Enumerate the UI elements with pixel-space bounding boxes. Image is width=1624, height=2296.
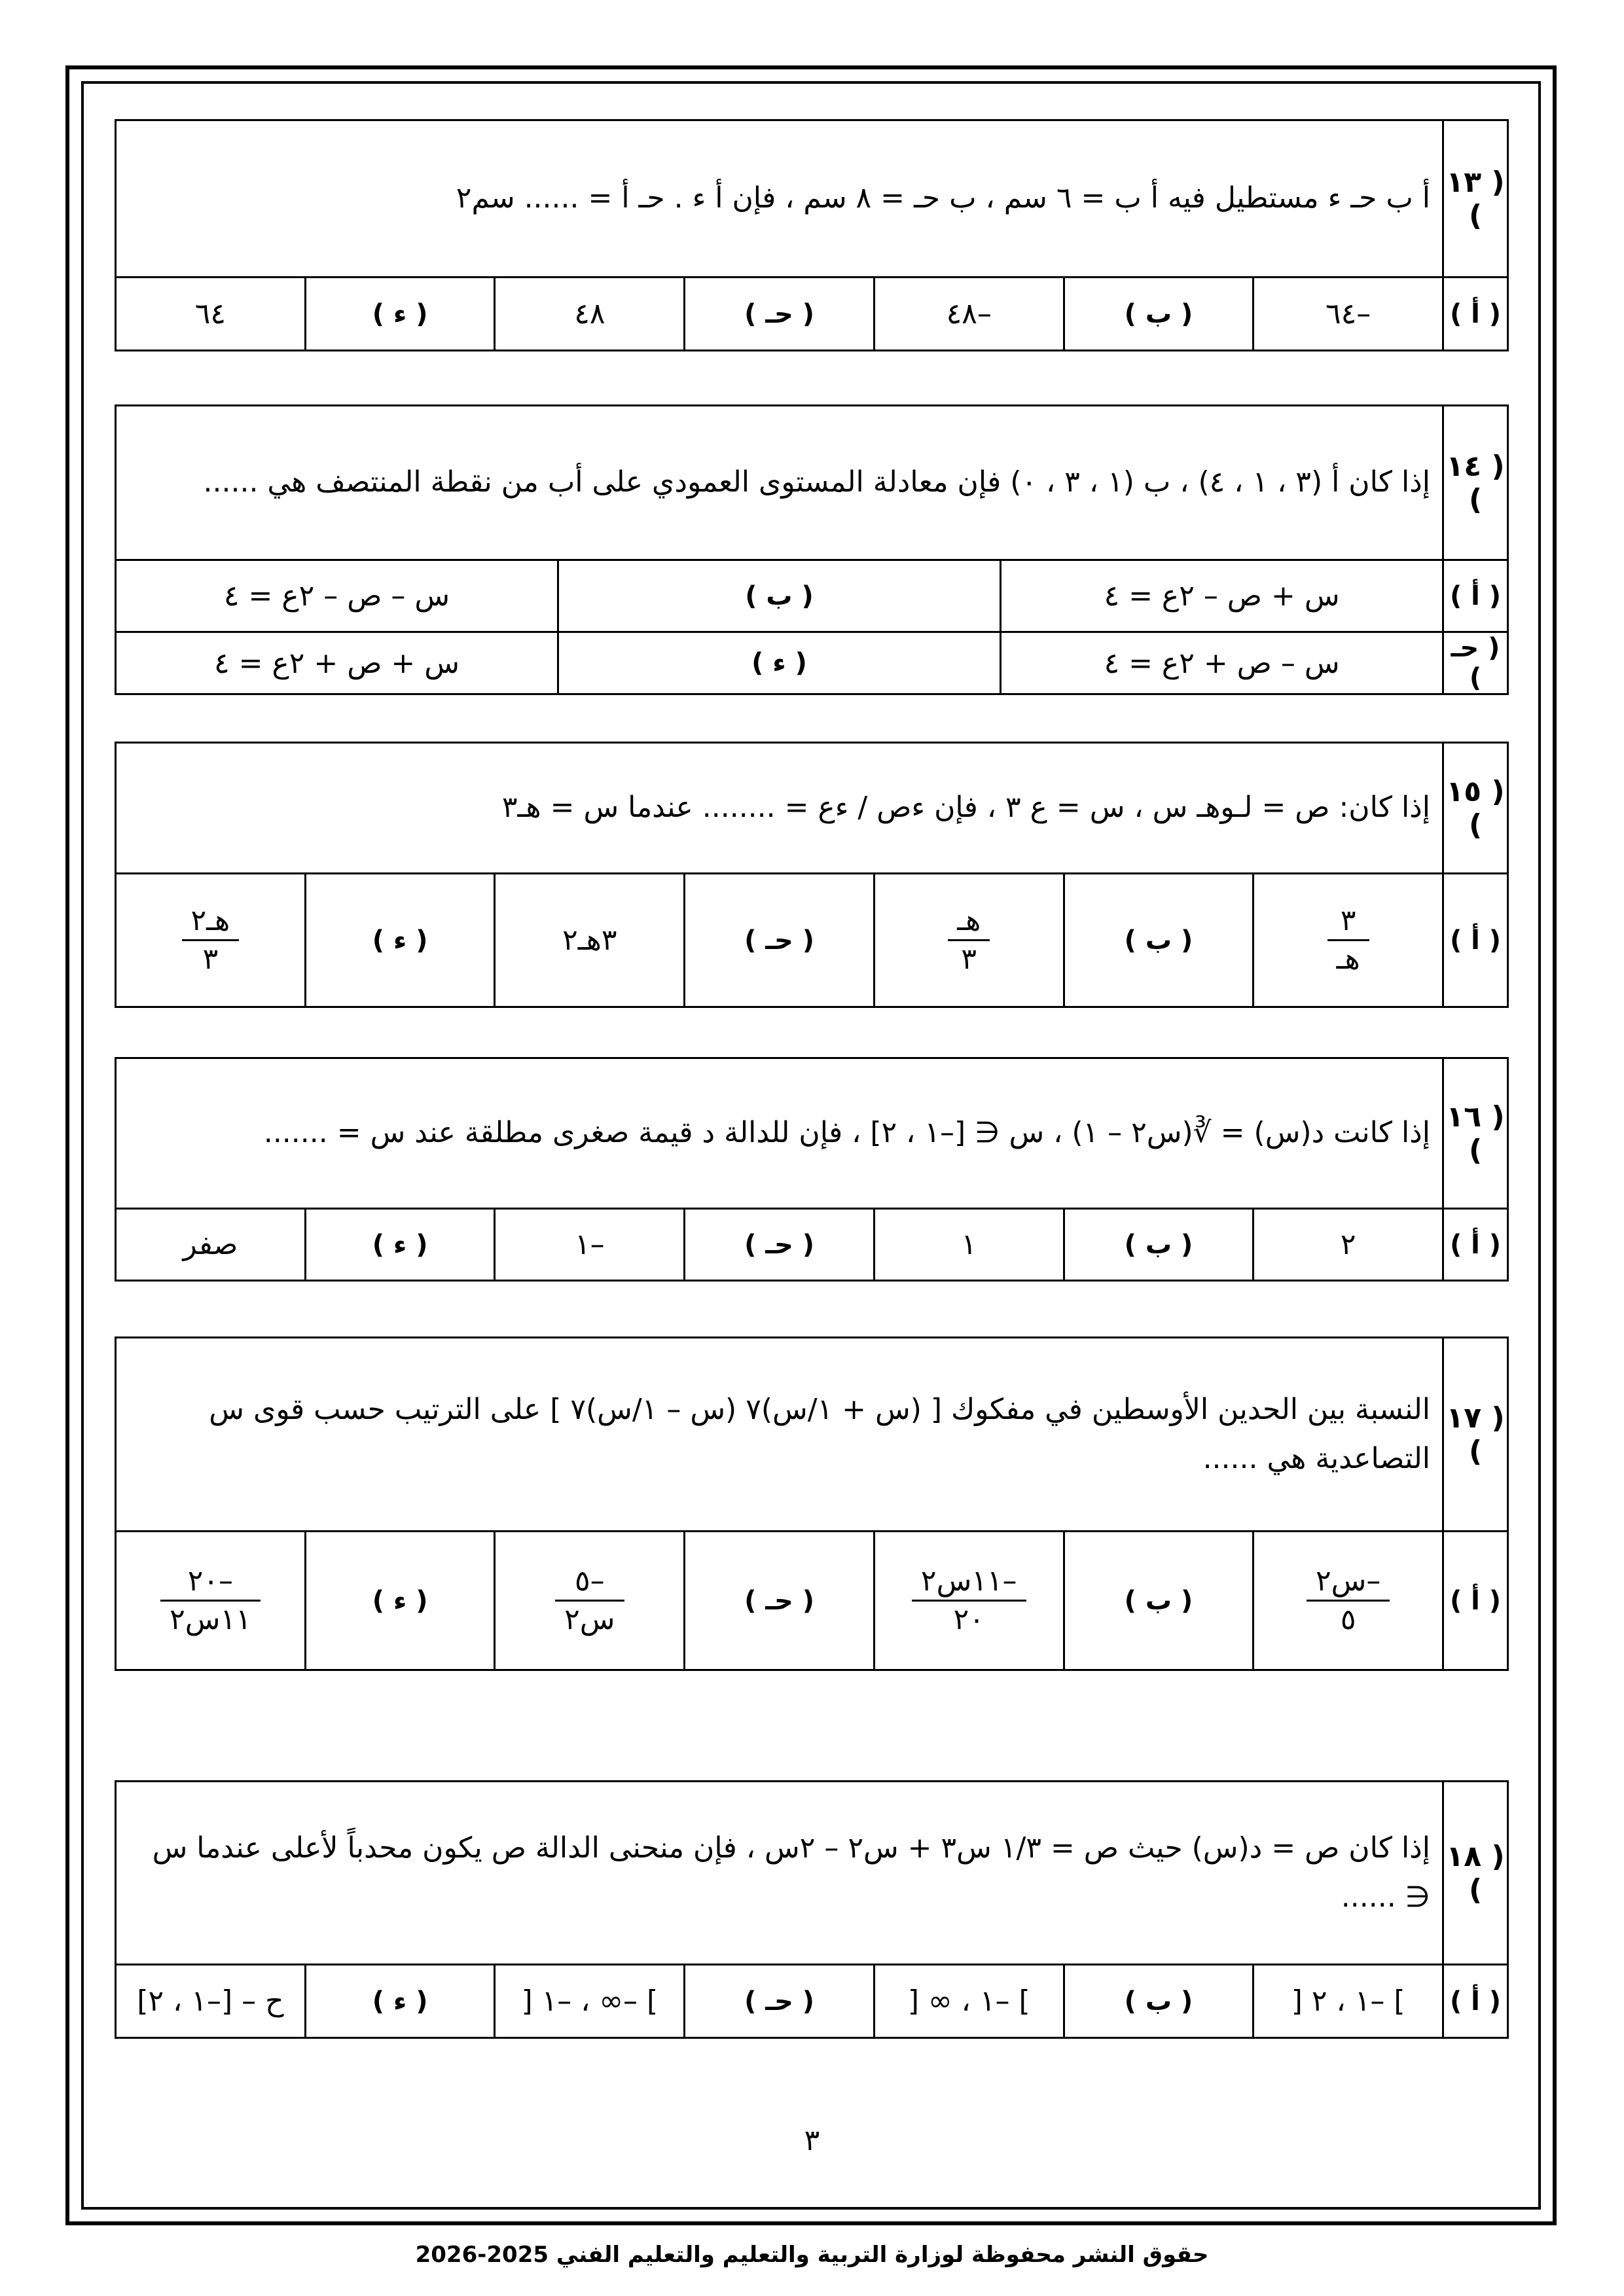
question-14: [115, 404, 1509, 695]
fraction: [160, 1566, 261, 1636]
question-stem: أ ب حـ ء مستطيل فيه أ ب = ٦ سم ، ب حـ = ٨ سم ، فإن أ ء . حـ أ = ...... سم٢: [116, 120, 1443, 278]
fraction: [948, 905, 990, 976]
option-c[interactable]: ٤٨: [495, 278, 685, 351]
option-label-b: ( ب ): [1064, 1965, 1254, 2038]
option-label-b: ( ب ): [1064, 874, 1254, 1007]
option-label-d: ( ء ): [305, 278, 495, 351]
option-label-c: ( حـ ): [685, 278, 875, 351]
denominator: س٢: [564, 1603, 615, 1636]
option-label-b: ( ب ): [1064, 1532, 1254, 1670]
option-d[interactable]: س + ص + ٢ع = ٤: [116, 632, 558, 694]
fraction: [912, 1566, 1026, 1636]
numerator: هـ٢: [182, 905, 240, 941]
option-d[interactable]: ح – [–١ ، ٢]: [116, 1965, 306, 2038]
option-c[interactable]: [495, 1532, 685, 1670]
option-b[interactable]: ] –١ ، ∞ [: [874, 1965, 1064, 2038]
question-stem: النسبة بين الحدين الأوسطين في مفكوك [ (س + ١/س)٧ (س – ١/س)٧ ] على الترتيب حسب قوى س التصاعدية هي ......: [116, 1338, 1443, 1532]
question-number: ( ١٨ ): [1443, 1782, 1508, 1965]
option-label-d: ( ء ): [305, 1532, 495, 1670]
denominator: هـ: [1336, 942, 1360, 976]
option-label-b: ( ب ): [1064, 278, 1254, 351]
option-d[interactable]: [116, 1532, 306, 1670]
option-d[interactable]: صفر: [116, 1209, 306, 1281]
numerator: –٢٠: [160, 1566, 261, 1602]
numerator: –٥: [555, 1566, 624, 1602]
option-c[interactable]: ٣هـ٢: [495, 874, 685, 1007]
numerator: –١١س٢: [912, 1566, 1026, 1602]
option-a[interactable]: –٦٤: [1254, 278, 1443, 351]
option-c[interactable]: ] –∞ ، –١ [: [495, 1965, 685, 2038]
question-stem: إذا كان ص = د(س) حيث ص = ١/٣ س٣ + س٢ – ٢س ، فإن منحنى الدالة ص يكون محدباً لأعلى عندما س ∈ ......: [116, 1782, 1443, 1965]
fraction: [182, 905, 240, 976]
option-label-b: ( ب ): [1064, 1209, 1254, 1281]
question-16: [115, 1057, 1509, 1282]
option-b[interactable]: –٤٨: [874, 278, 1064, 351]
option-b[interactable]: [874, 874, 1064, 1007]
denominator: ٥: [1340, 1603, 1356, 1636]
question-stem: إذا كان أ (٣ ، ١ ، ٤) ، ب (١ ، ٣ ، ٠) فإن معادلة المستوى العمودي على أب من نقطة المنتصف هي ......: [116, 406, 1443, 560]
option-label-d: ( ء ): [558, 632, 1001, 694]
question-17: [115, 1336, 1509, 1671]
option-b[interactable]: ١: [874, 1209, 1064, 1281]
numerator: –س٢: [1307, 1566, 1390, 1602]
option-a[interactable]: ٢: [1254, 1209, 1443, 1281]
option-label-d: ( ء ): [305, 874, 495, 1007]
numerator: هـ: [948, 905, 990, 941]
option-label-a: ( أ ): [1443, 874, 1508, 1007]
denominator: ١١س٢: [170, 1603, 251, 1636]
question-15: [115, 742, 1509, 1008]
question-number: ( ١٤ ): [1443, 406, 1508, 560]
option-label-c: ( حـ ): [1443, 632, 1508, 694]
option-label-c: ( حـ ): [685, 1532, 875, 1670]
fraction: [1327, 905, 1369, 976]
denominator: ٢٠: [953, 1603, 984, 1636]
fraction: [1307, 1566, 1390, 1636]
option-a[interactable]: [1254, 1532, 1443, 1670]
question-18: [115, 1780, 1509, 2039]
option-b[interactable]: س – ص – ٢ع = ٤: [116, 560, 558, 632]
option-a[interactable]: [1254, 874, 1443, 1007]
option-label-a: ( أ ): [1443, 560, 1508, 632]
option-d[interactable]: ٦٤: [116, 278, 306, 351]
page-number: ٣: [804, 2124, 820, 2157]
denominator: ٣: [202, 942, 219, 976]
option-c[interactable]: –١: [495, 1209, 685, 1281]
question-stem: إذا كان: ص = لـوهـ س ، س = ع ٣ ، فإن ءص / ءع = ........ عندما س = هـ٣: [116, 743, 1443, 874]
option-c[interactable]: س – ص + ٢ع = ٤: [1001, 632, 1443, 694]
option-d[interactable]: [116, 874, 306, 1007]
option-label-a: ( أ ): [1443, 1965, 1508, 2038]
option-label-a: ( أ ): [1443, 1209, 1508, 1281]
option-label-c: ( حـ ): [685, 1965, 875, 2038]
option-label-a: ( أ ): [1443, 1532, 1508, 1670]
option-label-c: ( حـ ): [685, 1209, 875, 1281]
option-label-d: ( ء ): [305, 1209, 495, 1281]
numerator: ٣: [1327, 905, 1369, 941]
option-label-c: ( حـ ): [685, 874, 875, 1007]
option-label-d: ( ء ): [305, 1965, 495, 2038]
option-label-b: ( ب ): [558, 560, 1001, 632]
question-number: ( ١٣ ): [1443, 120, 1508, 278]
question-number: ( ١٦ ): [1443, 1058, 1508, 1209]
question-13: [115, 119, 1509, 351]
question-stem: إذا كانت د(س) = ∛(س٢ – ١) ، س ∈ [–١ ، ٢] ، فإن للدالة د قيمة صغرى مطلقة عند س = .......: [116, 1058, 1443, 1209]
question-number: ( ١٥ ): [1443, 743, 1508, 874]
fraction: [555, 1566, 624, 1636]
option-b[interactable]: [874, 1532, 1064, 1670]
option-a[interactable]: ] –١ ، ٢ [: [1254, 1965, 1443, 2038]
question-number: ( ١٧ ): [1443, 1338, 1508, 1532]
option-label-a: ( أ ): [1443, 278, 1508, 351]
copyright-footer: حقوق النشر محفوظة لوزارة التربية والتعليم والتعليم الفني 2025-2026: [415, 2242, 1209, 2268]
denominator: ٣: [961, 942, 977, 976]
option-a[interactable]: س + ص – ٢ع = ٤: [1001, 560, 1443, 632]
